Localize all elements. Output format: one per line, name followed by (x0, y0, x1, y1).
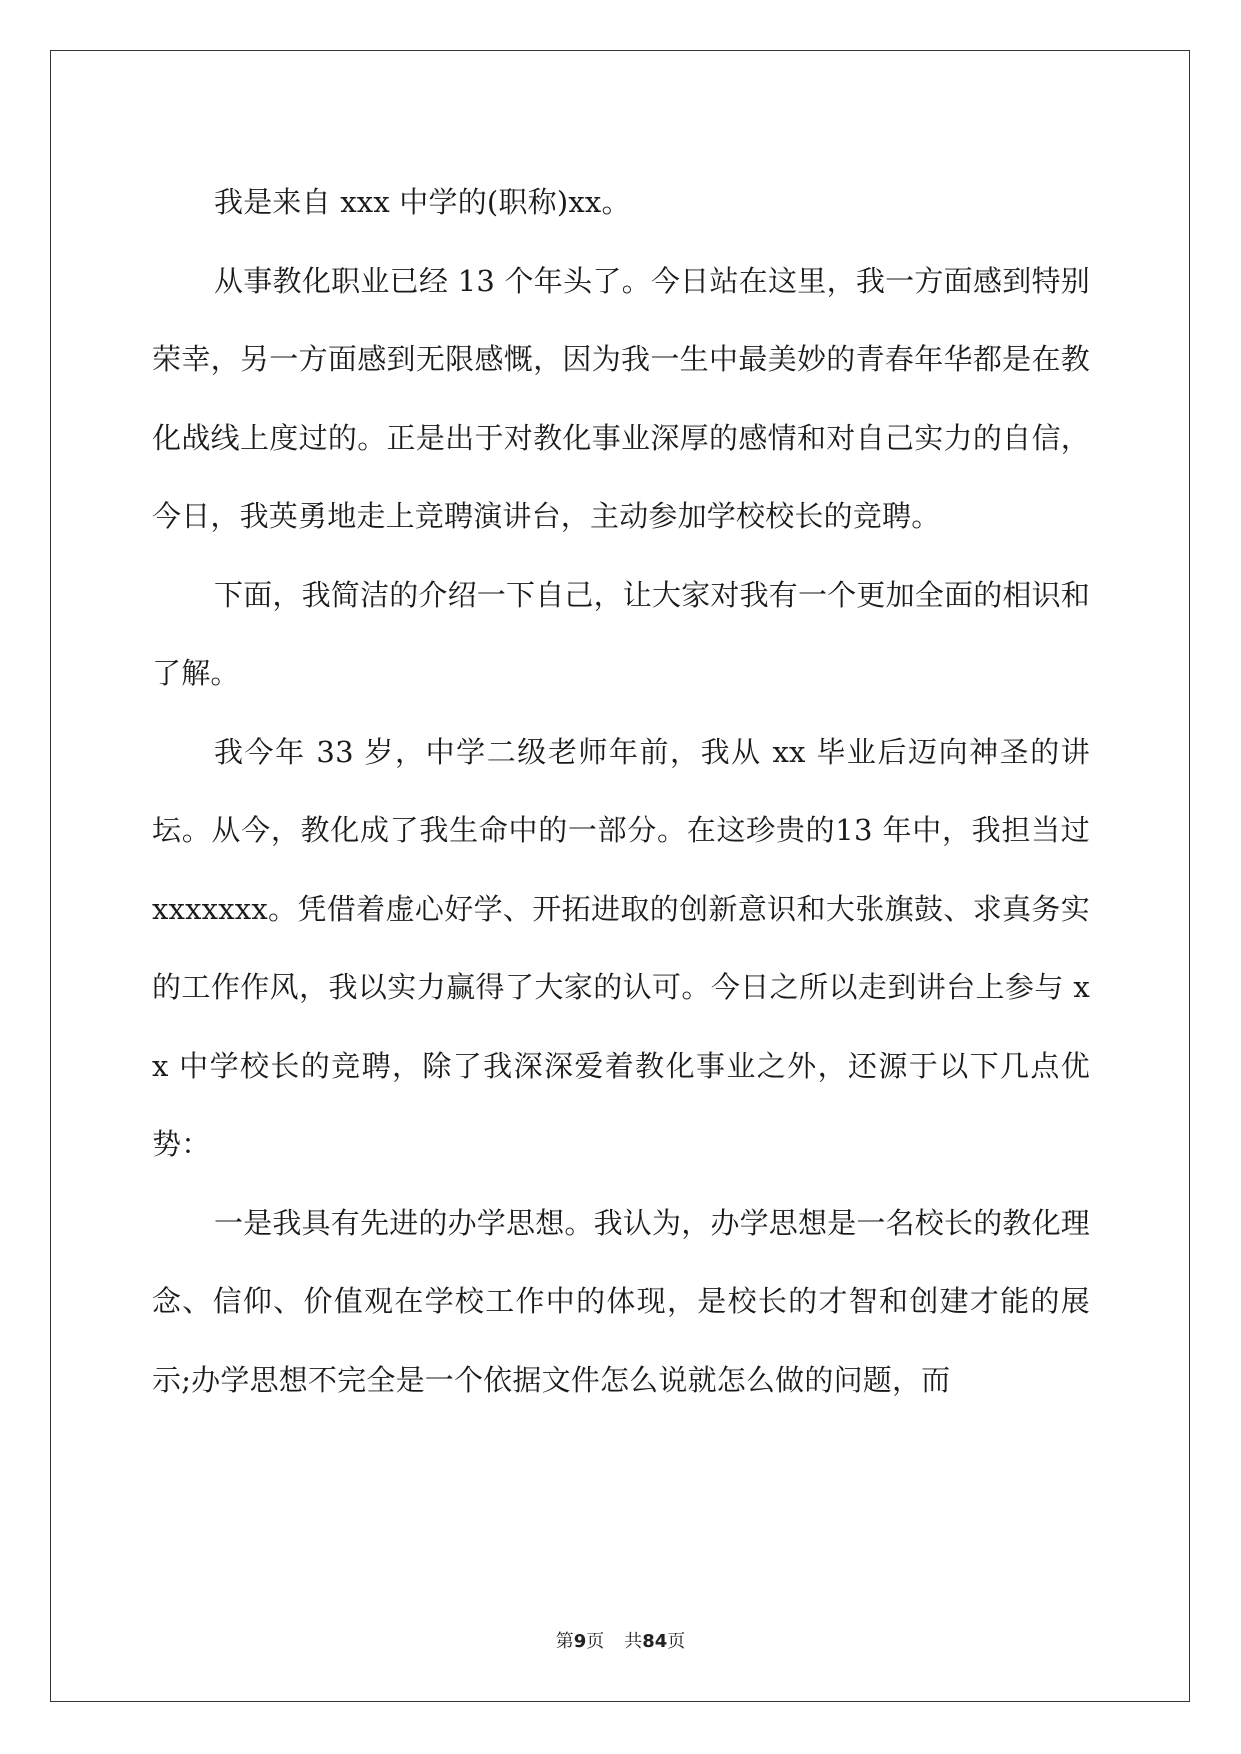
footer-page-number: 9 (573, 1631, 587, 1652)
footer-page-prefix: 第 (555, 1631, 574, 1652)
paragraph-career: 从事教化职业已经 13 个年头了。今日站在这里，我一方面感到特别荣幸，另一方面感到无限感慨，因为我一生中最美妙的青春年华都是在教化战线上度过的。正是出于对教化事业深厚的感情和对自己实力的自信，今日，我英勇地走上竞聘演讲台，主动参加学校校长的竞聘。 (152, 263, 1090, 533)
paragraph-intro: 我是来自 xxx 中学的(职称)xx。 (214, 185, 631, 219)
footer-total-suffix: 页 (667, 1631, 686, 1652)
paragraph-advantage-one: 一是我具有先进的办学思想。我认为，办学思想是一名校长的教化理念、信仰、价值观在学校工作中的体现，是校长的才智和创建才能的展示;办学思想不完全是一个依据文件怎么说就怎么做的问题，而 (152, 1205, 1091, 1397)
footer-page-suffix: 页 (586, 1631, 605, 1652)
paragraph-self-intro: 下面，我简洁的介绍一下自己，让大家对我有一个更加全面的相识和了解。 (152, 577, 1091, 690)
paragraph-background: 我今年 33 岁，中学二级老师年前，我从 xx 毕业后迈向神圣的讲坛。从今，教化成了我生命中的一部分。在这珍贵的13 年中，我担当过 xxxxxxx。凭借着虚心好学、开拓进取的创新意识和大张旗鼓、求真务实的工作作风，我以实力赢得了大家的认可。今日之所以走到讲台上参与 xx 中学校长的竞聘，除了我深深爱着教化事业之外，还源于以下几点优势： (152, 734, 1090, 1161)
page-footer (0, 1627, 1241, 1653)
footer-total-prefix: 共 (624, 1631, 643, 1652)
footer-total-pages: 84 (642, 1631, 668, 1652)
document-body (152, 163, 1090, 1419)
